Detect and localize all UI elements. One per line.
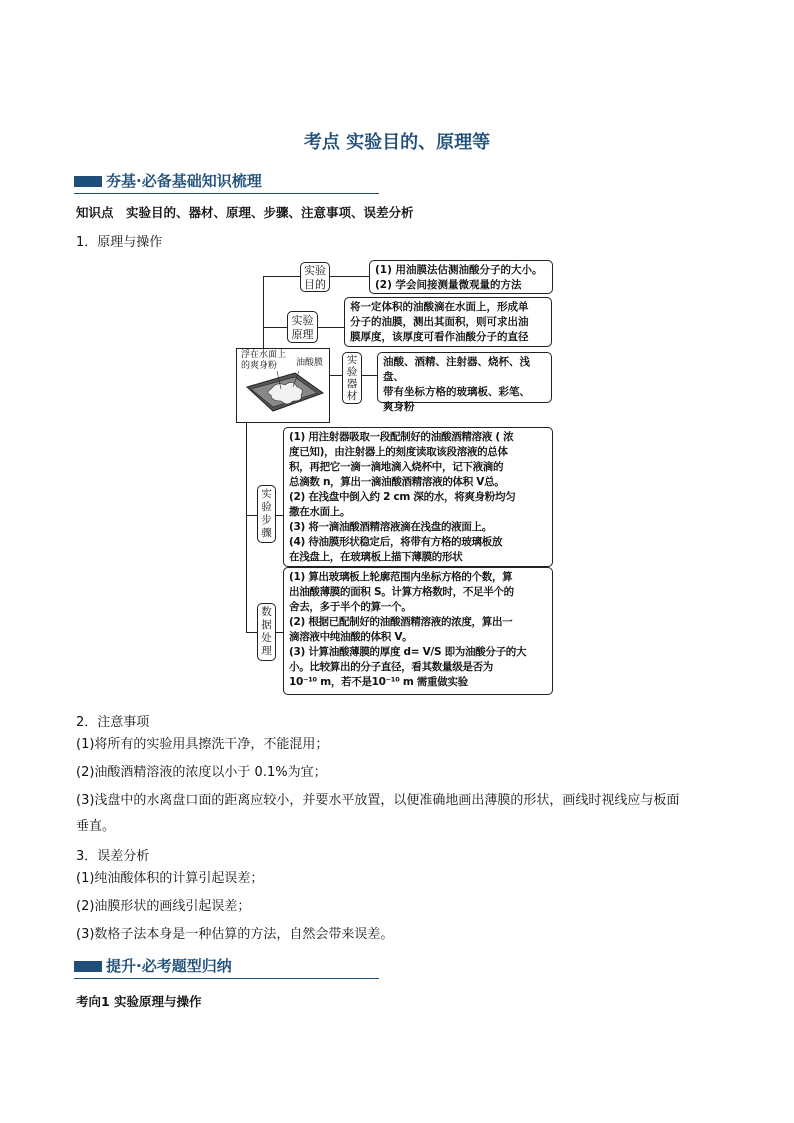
equipment-label-box (342, 352, 362, 404)
connector-line (246, 515, 257, 516)
section-rule (74, 978, 379, 979)
label-char: 验 (261, 501, 272, 513)
label-char: 验 (346, 366, 358, 378)
principle-line: 膜厚度，该厚度可看作油酸分子的直径 (350, 331, 529, 343)
purpose-line: (1) 用油膜法估测油酸分子的大小。 (375, 264, 543, 276)
list-item: 垂直。 (76, 819, 116, 834)
data-label-box (257, 603, 276, 661)
label-char: 骤 (261, 527, 272, 539)
principle-label-box (287, 311, 318, 343)
label-char: 步 (261, 514, 272, 526)
list-item: (1)纯油酸体积的计算引起误差； (76, 871, 264, 886)
label-line: 的爽身粉 (241, 361, 278, 371)
list-item: (3)浅盘中的水离盘口面的距离应较小，并要水平放置，以便准确地画出薄膜的形状，画线时视线应与板面 (76, 793, 680, 808)
label-char: 实 (261, 488, 272, 500)
list-item: (3)数格子法本身是一种估算的方法，自然会带来误差。 (76, 927, 394, 942)
list-item: (2)油酸酒精溶液的浓度以小于 0.1%为宜； (76, 765, 327, 780)
oil-film-label: 油酸膜 (296, 358, 324, 368)
data-line: 滴溶液中纯油酸的体积 V。 (289, 631, 413, 643)
step-line: (1) 用注射器吸取一段配制好的油酸酒精溶液 ( 浓 (289, 431, 514, 443)
label-line: 实验 (291, 314, 314, 327)
data-line: 10⁻¹⁰ m，若不是10⁻¹⁰ m 需重做实验 (289, 676, 468, 688)
powder-label (241, 350, 286, 372)
label-line: 实验 (304, 264, 326, 277)
connector-line (263, 276, 300, 277)
principle-content-box (344, 297, 552, 347)
step-line: 积，再把它一滴一滴地滴入烧杯中，记下液滴的 (289, 461, 504, 473)
step-line: 度已知)，由注射器上的刻度读取该段溶液的总体 (289, 446, 508, 458)
connector-line (246, 632, 257, 633)
label-line: 原理 (291, 328, 314, 341)
label-char: 处 (261, 632, 272, 644)
steps-label-box (257, 485, 276, 543)
label-char: 理 (261, 645, 272, 657)
focus-heading: 考向1 实验原理与操作 (76, 994, 202, 1009)
data-line: (1) 算出玻璃板上轮廓范围内坐标方格的个数，算 (289, 571, 513, 583)
purpose-label-box (300, 262, 330, 292)
heading-principle-operation: 1．原理与操作 (76, 235, 163, 250)
data-line: (3) 计算油酸薄膜的厚度 d= V/S 即为油酸分子的大 (289, 646, 527, 658)
section-header-advanced (74, 955, 379, 979)
label-char: 材 (346, 390, 358, 402)
connector-line (362, 375, 378, 376)
data-line: 小。比较算出的分子直径，看其数量级是否为 (289, 661, 493, 673)
steps-content-box (283, 427, 553, 567)
principle-line: 将一定体积的油酸滴在水面上，形成单 (350, 301, 529, 313)
connector-line (263, 327, 287, 328)
experiment-illustration (236, 348, 330, 423)
step-line: 在浅盘上，在玻璃板上描下薄膜的形状 (289, 551, 463, 563)
label-char: 数 (261, 606, 272, 618)
page-title: 考点 实验目的、原理等 (303, 132, 491, 153)
heading-error-analysis: 3．误差分析 (76, 849, 150, 864)
connector-line (246, 423, 247, 633)
connector-line (330, 276, 370, 277)
list-item: (1)将所有的实验用具擦洗干净，不能混用； (76, 737, 329, 752)
label-char: 据 (261, 619, 272, 631)
section-marker (74, 961, 102, 972)
heading-precautions: 2．注意事项 (76, 715, 150, 730)
label-char: 器 (346, 378, 358, 390)
data-line: 舍去，多于半个的算一个。 (289, 601, 412, 613)
equipment-line: 爽身粉 (383, 401, 415, 413)
data-line: (2) 根据已配制好的油酸酒精溶液的浓度，算出一 (289, 616, 513, 628)
data-line: 出油酸薄膜的面积 S。计算方格数时，不足半个的 (289, 586, 514, 598)
label-char: 实 (346, 354, 358, 366)
list-item: (2)油膜形状的画线引起误差； (76, 899, 251, 914)
principle-line: 分子的油膜，测出其面积，则可求出油 (350, 316, 529, 328)
label-line: 浮在水面上 (241, 350, 287, 360)
step-line: (3) 将一滴油酸酒精溶液滴在浅盘的液面上。 (289, 521, 492, 533)
knowledge-point-heading: 知识点 实验目的、器材、原理、步骤、注意事项、误差分析 (76, 205, 414, 220)
label-line: 目的 (304, 278, 326, 291)
connector-line (330, 375, 342, 376)
equipment-line: 带有坐标方格的玻璃板、彩笔、 (383, 386, 530, 398)
error-list (76, 868, 726, 946)
precautions-list (76, 734, 726, 838)
section-title: 提升·必考题型归纳 (106, 957, 232, 975)
connector-line (318, 327, 345, 328)
step-line: (4) 待油膜形状稳定后，将带有方格的玻璃板放 (289, 536, 503, 548)
purpose-content-box (369, 260, 553, 294)
step-line: 总滴数 n，算出一滴油酸酒精溶液的体积 V总。 (289, 476, 505, 488)
step-line: 撒在水面上。 (289, 506, 351, 518)
data-content-box (283, 567, 553, 695)
step-line: (2) 在浅盘中倒入约 2 cm 深的水，将爽身粉均匀 (289, 491, 516, 503)
section-title: 夯基·必备基础知识梳理 (106, 172, 262, 190)
connector-line (263, 276, 264, 348)
purpose-line: (2) 学会间接测量微观量的方法 (375, 279, 522, 291)
equipment-content-box (377, 352, 552, 413)
equipment-line: 油酸、酒精、注射器、烧杯、浅盘、 (383, 356, 530, 383)
